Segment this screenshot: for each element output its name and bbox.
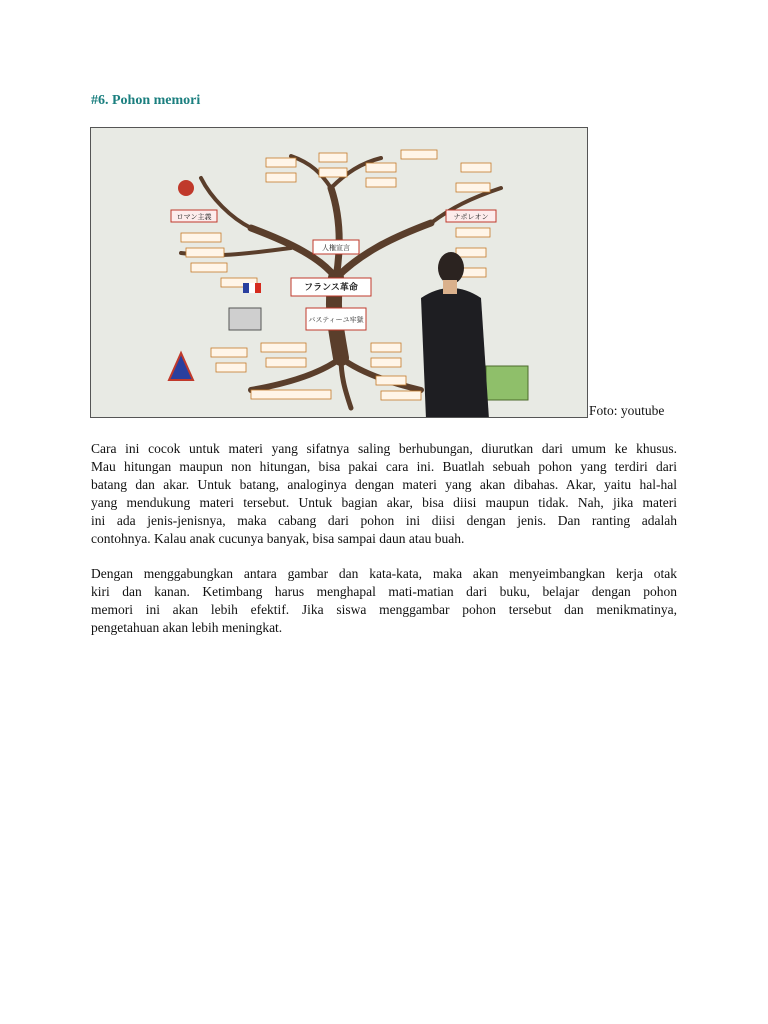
paragraph-1 (91, 440, 677, 548)
tree-center-label: フランス革命 (304, 283, 358, 293)
paragraph-line: Dengan menggabungkan antara gambar dan kata-kata, maka akan menyeimbangkan kerja otak (91, 566, 677, 581)
french-flag-icon (243, 283, 261, 293)
field-icon (486, 366, 528, 400)
memory-tree-illustration (91, 128, 588, 418)
figure-caption: Foto: youtube (589, 403, 665, 418)
paragraph-line: pengetahuan akan lebih meningkat. (91, 620, 283, 635)
paragraph-line: ini ada jenis-jenisnya, maka cabang dari pohon ini diisi dengan jenis. Dan ranting adalah (91, 513, 677, 528)
paragraph-line: kiri dan kanan. Ketimbang harus menghapal mati-matian dari buku, belajar dengan pohon (91, 584, 677, 599)
figure (90, 127, 690, 419)
memory-tree-photo (90, 127, 588, 418)
paragraph-line: contohnya. Kalau anak cucunya banyak, bisa sampai daun atau buah. (91, 531, 465, 546)
paragraph-line: yang mendukung materi tersebut. Untuk bagian akar, bisa diisi maupun tidak. Nah, jika materi (91, 495, 677, 510)
paragraph-line: Mau hitungan maupun non hitungan, bisa pakai cara ini. Buatlah sebuah pohon yang terdiri dari (91, 459, 677, 474)
flower-icon (178, 180, 194, 196)
paragraph-2 (91, 565, 677, 637)
paragraph-line: memori ini akan lebih efektif. Jika siswa menggambar pohon tersebut dan menikmatinya, (91, 602, 677, 617)
tree-label-napoleon: ナポレオン (453, 213, 489, 221)
tree-label-rights: 人権宣言 (322, 244, 350, 252)
paragraph-line: Cara ini cocok untuk materi yang sifatnya saling berhubungan, diurutkan dari umum ke khusus. (91, 441, 677, 456)
register-icon (229, 308, 261, 330)
paragraph-line: batang dan akar. Untuk batang, analoginya dengan materi yang akan dibahas. Akar, yaitu hal-hal (91, 477, 677, 492)
tree-label-romanticism: ロマン主義 (176, 213, 212, 221)
section-heading: #6. Pohon memori (91, 93, 201, 108)
tree-label-bastille: バスティーユ牢獄 (308, 316, 364, 324)
